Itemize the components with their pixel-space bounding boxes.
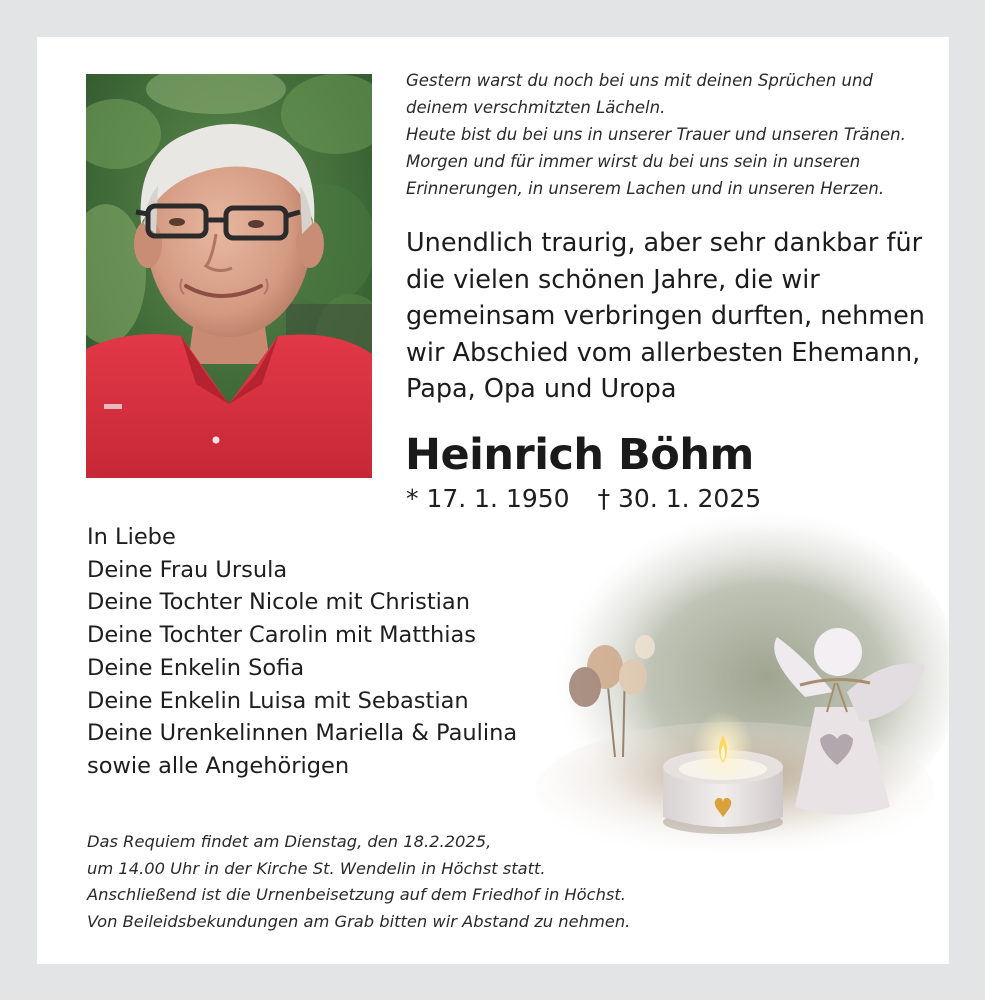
statement-line: Unendlich traurig, aber sehr dankbar für <box>406 228 923 258</box>
mourner-line: Deine Tochter Carolin mit Matthias <box>87 622 477 649</box>
mourner-line: sowie alle Angehörigen <box>87 752 350 779</box>
notice-line: Das Requiem findet am Dienstag, den 18.2.2025, <box>87 832 492 851</box>
notice-line: um 14.00 Uhr in der Kirche St. Wendelin in Höchst statt. <box>87 858 546 878</box>
mourner-line: Deine Urenkelinnen Mariella & Paulina <box>87 720 518 747</box>
mourner-line: In Liebe <box>87 524 176 550</box>
poem-line: deinem verschmitzten Lächeln. <box>406 98 666 117</box>
statement-line: die vielen schönen Jahre, die wir <box>406 264 820 295</box>
poem-line: Gestern warst du noch bei uns mit deinen Sprüchen und <box>406 71 873 90</box>
statement-line: wir Abschied vom allerbesten Ehemann, <box>406 337 921 368</box>
mourners-list <box>87 521 517 783</box>
mourner-line: Deine Frau Ursula <box>87 556 288 583</box>
birth-date: * 17. 1. 1950 <box>406 484 570 513</box>
statement-line: Papa, Opa und Uropa <box>406 374 677 404</box>
poem-line: Erinnerungen, in unserem Lachen und in unseren Herzen. <box>406 179 885 198</box>
mourner-line: Deine Enkelin Sofia <box>87 654 305 681</box>
deceased-name: Heinrich Böhm <box>405 430 754 480</box>
mourner-line: Deine Enkelin Luisa mit Sebastian <box>87 687 469 714</box>
memorial-poem <box>406 67 926 202</box>
farewell-statement <box>406 225 946 408</box>
candle-angel-image <box>515 507 949 852</box>
poem-line: Heute bist du bei uns in unserer Trauer und unseren Tränen. <box>406 125 906 144</box>
notice-line: Anschließend ist die Urnenbeisetzung auf dem Friedhof in Höchst. <box>87 885 626 904</box>
poem-line: Morgen und für immer wirst du bei uns sein in unseren <box>406 152 861 171</box>
notice-line: Von Beileidsbekundungen am Grab bitten wir Abstand zu nehmen. <box>87 911 631 931</box>
portrait-photo <box>86 74 372 478</box>
obituary-card <box>37 37 949 964</box>
mourner-line: Deine Tochter Nicole mit Christian <box>87 589 470 616</box>
funeral-notice <box>87 829 630 935</box>
statement-line: gemeinsam verbringen durften, nehmen <box>406 301 925 331</box>
death-date: † 30. 1. 2025 <box>597 484 762 513</box>
